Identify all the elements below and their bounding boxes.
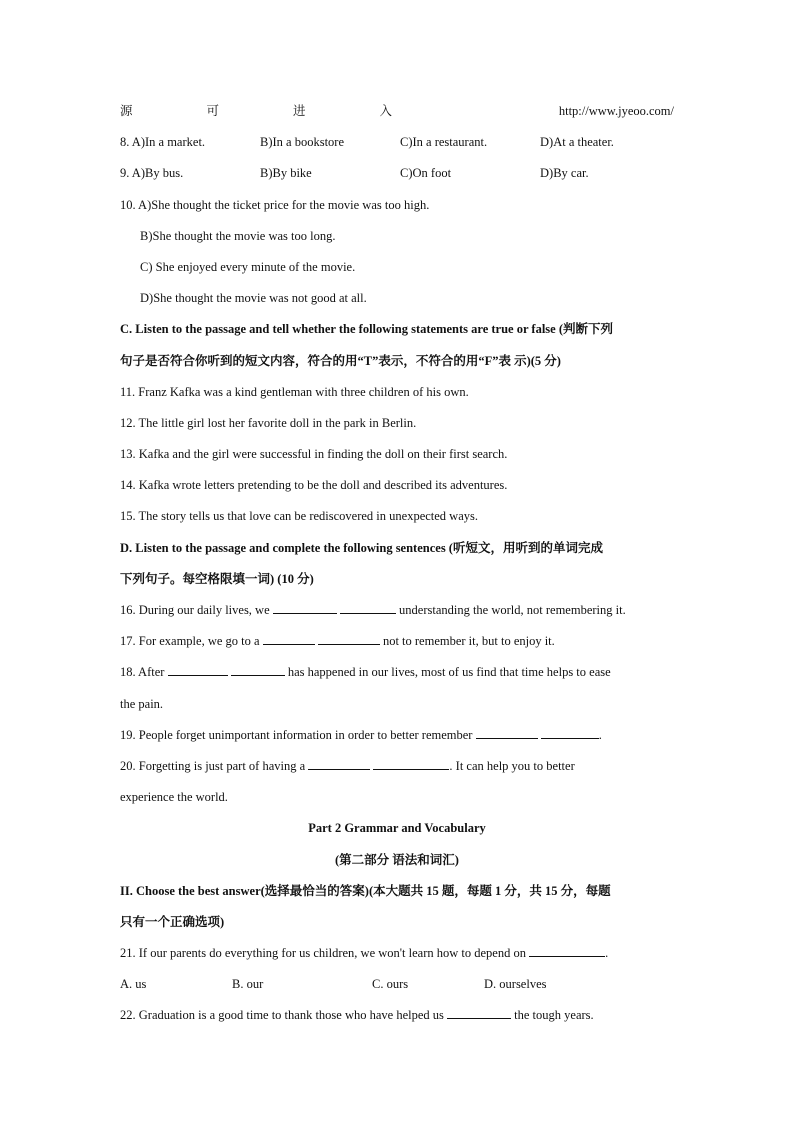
q17-text-pre: 17. For example, we go to a xyxy=(120,634,260,649)
answer-blank xyxy=(308,757,370,770)
question-20 xyxy=(120,753,674,784)
answer-blank xyxy=(263,632,315,645)
question-8 xyxy=(120,129,674,160)
question-21 xyxy=(120,940,674,971)
q21-option-d: D. ourselves xyxy=(484,977,547,992)
answer-blank xyxy=(476,726,538,739)
part2-title: Part 2 Grammar and Vocabulary xyxy=(308,821,486,836)
q20-text-pre: 20. Forgetting is just part of having a xyxy=(120,758,306,773)
q9-option-b: B)By bike xyxy=(260,166,312,181)
answer-blank xyxy=(340,601,396,614)
q22-text-post: the tough years. xyxy=(514,1008,594,1023)
q16-text-pre: 16. During our daily lives, we xyxy=(120,603,270,617)
answer-blank xyxy=(273,601,337,614)
answer-blank xyxy=(447,1006,511,1019)
header-char: 进 xyxy=(292,104,306,118)
q18-text-pre: 18. After xyxy=(120,665,165,680)
header-char: 源 xyxy=(120,104,133,118)
q20-text-post: . It can help you to better xyxy=(449,758,575,773)
question-16 xyxy=(120,597,674,628)
answer-blank xyxy=(541,726,599,739)
q10-option-c: C) She enjoyed every minute of the movie. xyxy=(140,259,356,274)
q19-text-post: . xyxy=(598,727,602,742)
q8-option-c: C)In a restaurant. xyxy=(400,135,488,150)
answer-blank xyxy=(529,944,605,957)
q8-option-d: D)At a theater. xyxy=(540,135,614,150)
answer-blank xyxy=(373,757,449,770)
q18-text-cont: the pain. xyxy=(120,696,164,711)
page-header xyxy=(120,98,674,129)
question-18 xyxy=(120,659,674,690)
answer-blank xyxy=(231,663,285,676)
q10-option-b: B)She thought the movie was too long. xyxy=(140,228,336,243)
q22-text-pre: 22. Graduation is a good time to thank those who have helped us xyxy=(120,1008,444,1023)
q9-option-d: D)By car. xyxy=(540,166,589,181)
q19-text-pre: 19. People forget unimportant information in order to better remember xyxy=(120,727,473,742)
statement-13: 13. Kafka and the girl were successful in finding the doll on their first search. xyxy=(120,447,508,462)
q10-option-a: 10. A)She thought the ticket price for the movie was too high. xyxy=(120,197,430,212)
q21-option-c: C. ours xyxy=(372,977,409,992)
q21-text-post: . xyxy=(605,946,609,961)
q21-options xyxy=(120,971,674,1002)
section-d-heading-2: 下列句子。每空格限填一词) (10 分) xyxy=(120,571,314,586)
statement-12: 12. The little girl lost her favorite doll in the park in Berlin. xyxy=(120,415,417,430)
q21-option-a: A. us xyxy=(120,977,147,992)
header-char: 入 xyxy=(379,104,392,118)
section-c-heading-2: 句子是否符合你听到的短文内容，符合的用“T”表示，不符合的用“F”表 示)(5 分) xyxy=(120,353,561,368)
q17-text-post: not to remember it, but to enjoy it. xyxy=(382,634,555,649)
section-d-heading-1: D. Listen to the passage and complete the following sentences (听短文，用听到的单词完成 xyxy=(120,540,603,555)
section-ii-heading-2: 只有一个正确选项) xyxy=(120,914,225,929)
statement-15: 15. The story tells us that love can be rediscovered in unexpected ways. xyxy=(120,509,478,524)
answer-blank xyxy=(168,663,228,676)
question-17 xyxy=(120,628,674,659)
q9-option-c: C)On foot xyxy=(400,166,452,181)
question-19 xyxy=(120,722,674,753)
q10-option-d: D)She thought the movie was not good at all. xyxy=(140,291,367,306)
q16-text-post: understanding the world, not remembering it. xyxy=(399,603,626,617)
q9-option-a: 9. A)By bus. xyxy=(120,166,184,181)
header-source-chars xyxy=(120,98,392,129)
statement-14: 14. Kafka wrote letters pretending to be the doll and described its adventures. xyxy=(120,478,508,493)
question-9 xyxy=(120,160,674,191)
question-22 xyxy=(120,1002,674,1033)
q21-option-b: B. our xyxy=(232,977,264,992)
q21-text-pre: 21. If our parents do everything for us children, we won't learn how to depend on xyxy=(120,946,526,961)
q8-option-b: B)In a bookstore xyxy=(260,135,345,150)
answer-blank xyxy=(318,632,380,645)
exam-page xyxy=(120,98,674,1034)
part2-subtitle: (第二部分 语法和词汇) xyxy=(335,852,459,867)
statement-11: 11. Franz Kafka was a kind gentleman with three children of his own. xyxy=(120,384,469,399)
q18-text-post: has happened in our lives, most of us find that time helps to ease xyxy=(287,665,611,680)
header-url: http://www.jyeoo.com/ xyxy=(558,104,674,118)
header-char: 可 xyxy=(206,104,219,118)
section-c-heading-1: C. Listen to the passage and tell whether the following statements are true or false (判断下列 xyxy=(120,322,614,337)
q8-option-a: 8. A)In a market. xyxy=(120,135,206,150)
q20-text-cont: experience the world. xyxy=(120,790,228,805)
section-ii-heading-1: II. Choose the best answer(选择最恰当的答案)(本大题共 15 题，每题 1 分，共 15 分，每题 xyxy=(120,883,611,898)
